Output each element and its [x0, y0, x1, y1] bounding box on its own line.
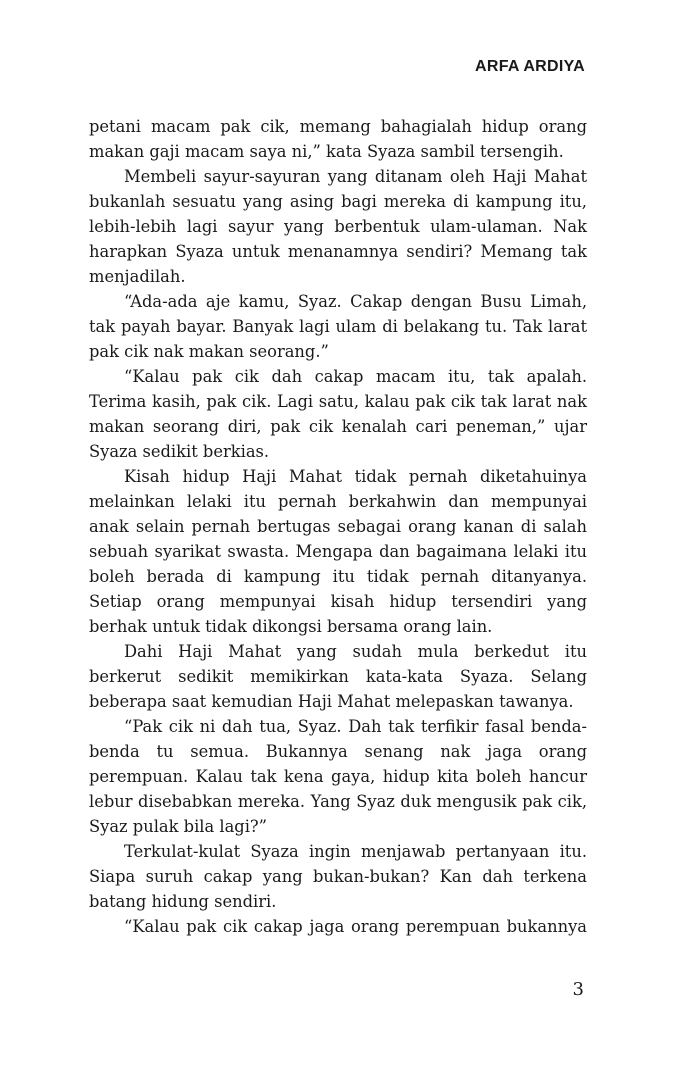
paragraph: Terkulat-kulat Syaza ingin menjawab pertanyaan itu. Siapa suruh cakap yang bukan-bukan? Kan dah terkena batang hidung sendiri.	[89, 842, 587, 911]
paragraph: Dahi Haji Mahat yang sudah mula berkedut itu berkerut sedikit memikirkan kata-kata Syaza. Selang beberapa saat kemudian Haji Mahat melepaskan tawanya.	[89, 642, 587, 711]
paragraph: Kisah hidup Haji Mahat tidak pernah diketahuinya melainkan lelaki itu pernah berkahwin dan mempunyai anak selain pernah bertugas sebagai orang kanan di salah sebuah syarikat swasta. Mengapa dan bagaimana lelaki itu boleh berada di kampung itu tidak pernah ditanyanya. Setiap orang mempunyai kisah hidup tersendiri yang berhak untuk tidak dikongsi bersama orang lain.	[89, 467, 587, 636]
page-number: 3	[572, 979, 584, 1000]
paragraph: “Ada-ada aje kamu, Syaz. Cakap dengan Busu Limah, tak payah bayar. Banyak lagi ulam di belakang tu. Tak larat pak cik nak makan seorang.”	[89, 292, 587, 361]
paragraph: “Kalau pak cik cakap jaga orang perempuan bukannya	[124, 917, 587, 936]
paragraph: “Pak cik ni dah tua, Syaz. Dah tak terfikir fasal benda-benda tu semua. Bukannya senang nak jaga orang perempuan. Kalau tak kena gaya, hidup kita boleh hancur lebur disebabkan mereka. Yang Syaz duk mengusik pak cik, Syaz pulak bila lagi?”	[89, 717, 587, 836]
paragraph: “Kalau pak cik dah cakap macam itu, tak apalah. Terima kasih, pak cik. Lagi satu, kalau pak cik tak larat nak makan seorang diri, pak cik kenalah cari peneman,” ujar Syaza sedikit berkias.	[89, 367, 587, 461]
body-text	[89, 114, 587, 939]
running-head: ARFA ARDIYA	[475, 58, 585, 75]
paragraph: Membeli sayur-sayuran yang ditanam oleh Haji Mahat bukanlah sesuatu yang asing bagi mereka di kampung itu, lebih-lebih lagi sayur yang berbentuk ulam-ulaman. Nak harapkan Syaza untuk menanamnya sendiri? Memang tak menjadilah.	[89, 167, 587, 286]
paragraph: petani macam pak cik, memang bahagialah hidup orang makan gaji macam saya ni,” kata Syaza sambil tersengih.	[89, 117, 587, 161]
